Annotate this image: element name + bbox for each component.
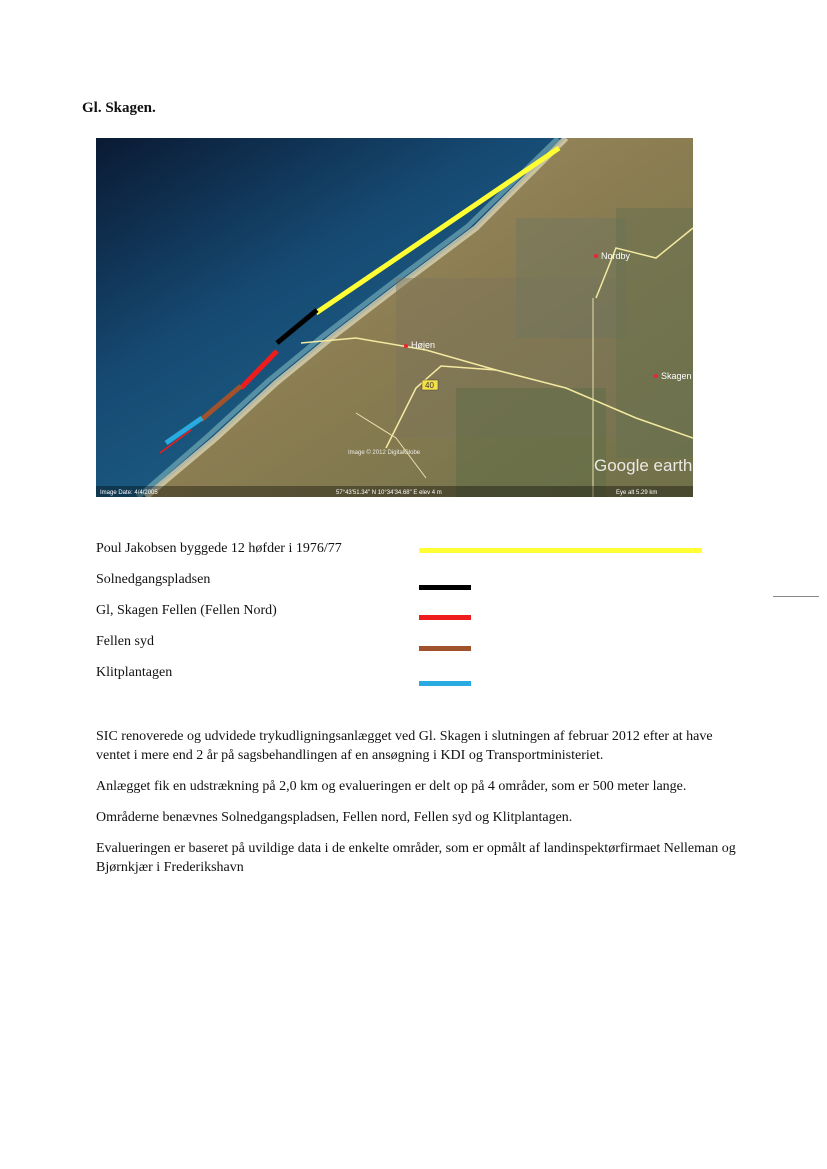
paragraph-1: SIC renoverede og udvidede trykudligningsanlægget ved Gl. Skagen i slutningen af februar 2012 efter at have ventet i mere end 2 år på sagsbehandlingen af en ansøgning i KDI og Transportministeriet. — [96, 729, 713, 763]
legend-swatch-brown — [419, 646, 471, 651]
paragraph-4: Evalueringen er baseret på uvildige data i de enkelte områder, som er opmålt af landinspektørfirmaet Nelleman og Bjørnkjær i Frederikshavn — [96, 841, 736, 875]
map-status-eye-alt: Eye alt 5.29 km — [616, 490, 658, 496]
legend-label-brown: Fellen syd — [96, 634, 154, 649]
google-earth-logo: Google earth — [594, 456, 693, 475]
legend-label-black: Solnedgangspladsen — [96, 572, 211, 587]
legend-label-red: Gl, Skagen Fellen (Fellen Nord) — [96, 603, 277, 618]
map-label-skagen: Skagen — [661, 371, 692, 381]
legend-label-blue: Klitplantagen — [96, 665, 173, 680]
map-label-nordby: Nordby — [601, 251, 631, 261]
map-label-hojen: Højen — [411, 340, 436, 350]
legend-swatch-red — [419, 615, 471, 620]
map-label-road-number: 40 — [425, 381, 434, 390]
page-title: Gl. Skagen. — [82, 100, 156, 116]
paragraph-2: Anlægget fik en udstrækning på 2,0 km og evalueringen er delt op på 4 områder, som er 500 meter lange. — [96, 779, 687, 794]
imagery-credit: Image © 2012 DigitalGlobe — [348, 450, 421, 456]
satellite-map-image — [96, 138, 693, 497]
map-status-image-date: Image Date: 4/4/2005 — [100, 490, 158, 496]
margin-rule — [773, 596, 819, 597]
legend-swatch-black — [419, 585, 471, 590]
legend-swatch-yellow — [419, 548, 702, 553]
legend-swatch-blue — [419, 681, 471, 686]
legend-label-yellow: Poul Jakobsen byggede 12 høfder i 1976/77 — [96, 541, 342, 556]
paragraph-3: Områderne benævnes Solnedgangspladsen, Fellen nord, Fellen syd og Klitplantagen. — [96, 810, 573, 825]
map-status-coordinates: 57°43'51.34" N 10°34'34.68" E elev 4 m — [336, 490, 442, 496]
